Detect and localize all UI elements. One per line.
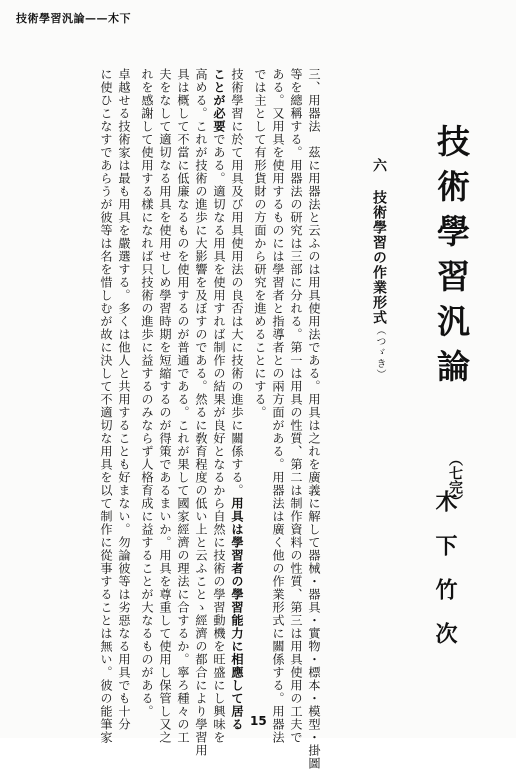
section-continued: （つゞき）	[374, 325, 385, 380]
emphasis-text: 用具は學習者の學習能力に相應して居る	[230, 497, 244, 731]
article-title: 技術學習汎論	[432, 124, 471, 394]
body-column-4: では主として有形貨財の方面から研究を進めることにする。	[253, 68, 267, 419]
emphasis-text: ことが必要	[212, 68, 226, 133]
body-column-6: ことが必要である。適切なる用具を使用すれば制作の結果が良好となるから自然に技術の學習動機を旺盛にし興味を	[212, 68, 226, 744]
body-column-12: に使ひこなすであらうが彼等は名を惜しむが故に決して不適切な用具を以て制作に從事することは無い。彼の能筆家	[99, 68, 113, 744]
section-heading-text: 六 技術學習の作業形式	[371, 158, 387, 325]
section-heading	[372, 158, 386, 380]
body-column-10: れを感謝して使用する樣になれば只技術の進歩に益するのみならず人格育成に益することが大なるものがある。	[140, 68, 154, 718]
body-column-5: 技術學習に於て用具及び用具使用法の良否は大に技術の進歩に關係する。用具は學習者の學習能力に相應して居る	[230, 68, 244, 731]
running-head: 技術學習汎論——木下	[16, 12, 131, 25]
body-column-8: 具は概して不當に低廉なるものを使用するのが普通である。これが果して國家經濟の理法に合するか。寧ろ種々の工	[176, 68, 190, 744]
article-part-label: （七完）	[447, 452, 463, 508]
body-column-2: 等を總稱する。用器法の研究は三部に分れる。第一は用具の性質、第二は制作資料の性質、第三は用具使用の工夫で	[289, 68, 303, 744]
body-column-7: 高める。これが技術の進歩に大影響を及ぼすのである。然るに敎育程度の低い上と云ふことゝ經濟の都合により學習用	[194, 68, 208, 757]
body-column-11: 卓越せる技術家は最も用具を嚴選する。多くは他人と共用することも好まない。勿論彼等は劣惡なる用具でも十分	[117, 68, 131, 731]
page-number: 15	[250, 714, 267, 728]
body-column-1: 三、用器法 茲に用器法と云ふのは用具使用法である。用具は之れを廣義に解して器械・器具・實物・標本・模型・掛圖	[307, 68, 321, 770]
body-column-3: ある。又用具を使用するものには學習者と指導者との兩方面がある。用器法は廣く他の作業形式に關係する。用器法	[271, 68, 285, 744]
author-name: 木下竹次	[432, 490, 458, 666]
body-column-9: 夫をなして適切なる用具を使用せしめ學習時期を短縮するのが得策であるまいか。用具を尊重して使用し保管し又之	[158, 68, 172, 744]
